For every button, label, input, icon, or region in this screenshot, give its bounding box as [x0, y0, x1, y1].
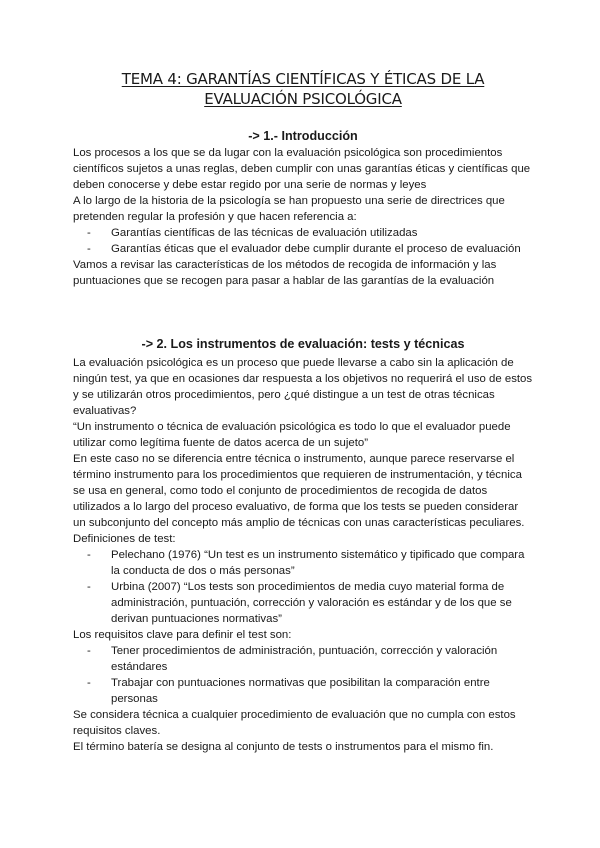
paragraph: Los procesos a los que se da lugar con la evaluación psicológica son procedimientos científicos sujetos a unas reglas, deben cumplir con unas garantías éticas y científicas que deben conocerse y debe estar regido por una serie de normas y leyes — [73, 147, 531, 191]
list-item — [73, 675, 533, 707]
title-line-1: TEMA 4: GARANTÍAS CIENTÍFICAS Y ÉTICAS DE LA — [121, 70, 485, 88]
page-title — [73, 69, 533, 109]
paragraph: Definiciones de test: — [73, 533, 176, 545]
list-dash: - — [87, 581, 91, 593]
list-item — [73, 241, 533, 257]
list-item-text: Garantías éticas que el evaluador debe cumplir durante el proceso de evaluación — [111, 243, 521, 255]
list-dash: - — [87, 227, 91, 239]
list-item-text: Urbina (2007) “Los tests son procedimientos de media cuyo material forma de administración, puntuación, corrección y valoración es estándar y de los que se derivan puntuaciones normativas” — [111, 581, 512, 625]
list-dash: - — [87, 549, 91, 561]
list-dash: - — [87, 677, 91, 689]
section-1-heading: -> 1.- Introducción — [248, 129, 358, 143]
list-dash: - — [87, 243, 91, 255]
paragraph: En este caso no se diferencia entre técnica o instrumento, aunque parece reservarse el término instrumento para los procedimientos que requieren de instrumentación, y técnica se usa en general, como todo el conjunto de procedimientos de recogida de datos utilizados a lo largo del proceso evaluativo, de forma que los tests se pueden considerar un subconjunto del concepto más amplio de técnicas con unas características peculiares. — [73, 453, 525, 529]
list-item-text: Pelechano (1976) “Un test es un instrumento sistemático y tipificado que compara la conducta de dos o más personas” — [111, 549, 525, 577]
list-item — [73, 579, 533, 627]
paragraph: A lo largo de la historia de la psicología se han propuesto una serie de directrices que pretenden regular la profesión y que hacen referencia a: — [73, 195, 505, 223]
list-dash: - — [87, 645, 91, 657]
list-item — [73, 643, 533, 675]
paragraph: Los requisitos clave para definir el test son: — [73, 629, 292, 641]
list-item — [73, 547, 533, 579]
paragraph: La evaluación psicológica es un proceso que puede llevarse a cabo sin la aplicación de ningún test, ya que en ocasiones dar respuesta a los objetivos no requerirá el uso de estos y se utilizarán otros procedimientos, pero ¿qué distingue a un test de otras técnicas evaluativas? — [73, 357, 533, 417]
paragraph: El término batería se designa al conjunto de tests o instrumentos para el mismo fin. — [73, 741, 494, 753]
paragraph: Se considera técnica a cualquier procedimiento de evaluación que no cumpla con estos requisitos claves. — [73, 709, 516, 737]
list-item-text: Tener procedimientos de administración, puntuación, corrección y valoración estándares — [111, 645, 498, 673]
quote: “Un instrumento o técnica de evaluación psicológica es todo lo que el evaluador puede utilizar como legítima fuente de datos acerca de un sujeto” — [73, 421, 511, 449]
list-item-text: Garantías científicas de las técnicas de evaluación utilizadas — [111, 227, 418, 239]
section-2-heading: -> 2. Los instrumentos de evaluación: tests y técnicas — [141, 337, 465, 351]
title-line-2: EVALUACIÓN PSICOLÓGICA — [204, 90, 402, 108]
list-item-text: Trabajar con puntuaciones normativas que posibilitan la comparación entre personas — [111, 677, 490, 705]
section-1-body — [73, 145, 533, 289]
section-2-body — [73, 355, 533, 755]
paragraph: Vamos a revisar las características de los métodos de recogida de información y las puntuaciones que se recogen para pasar a hablar de las garantías de la evaluación — [73, 259, 497, 287]
list-item — [73, 225, 533, 241]
